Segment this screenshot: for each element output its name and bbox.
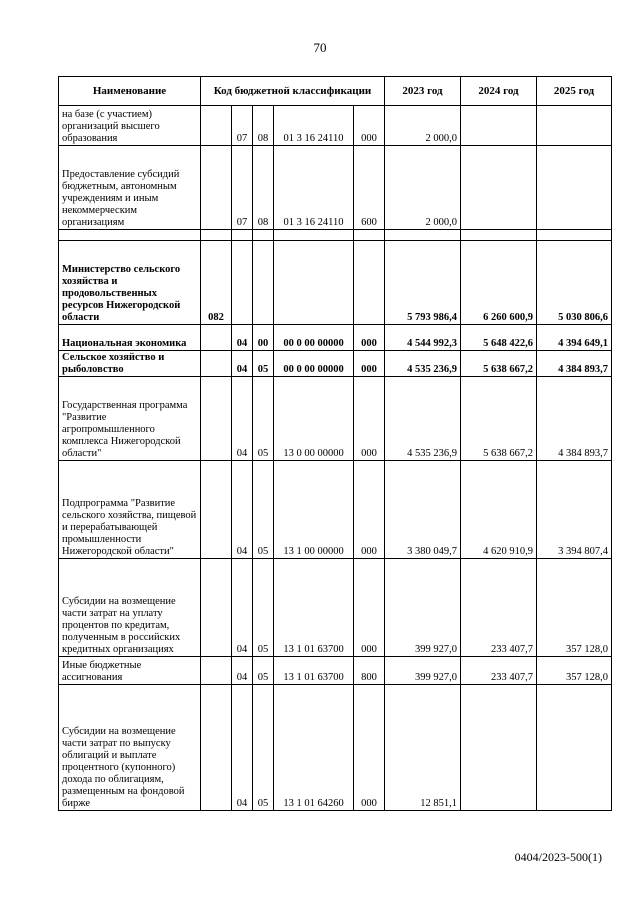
- row-rz: 04: [232, 377, 253, 461]
- row-2024: [461, 685, 537, 811]
- row-name: Сельское хозяйство и рыболовство: [59, 351, 201, 377]
- row-ved: [201, 685, 232, 811]
- row-vr: 000: [354, 106, 385, 146]
- table-row: [59, 559, 612, 657]
- row-rz: 04: [232, 559, 253, 657]
- table-row: [59, 106, 612, 146]
- row-csr: 13 1 01 64260: [274, 685, 354, 811]
- row-csr: 13 1 00 00000: [274, 461, 354, 559]
- row-ved: [201, 559, 232, 657]
- row-2023: 2 000,0: [385, 146, 461, 230]
- row-ved: [201, 657, 232, 685]
- row-rz: 04: [232, 325, 253, 351]
- row-2023: 399 927,0: [385, 559, 461, 657]
- row-name: Государственная программа "Развитие агропромышленного комплекса Нижегородской области": [59, 377, 201, 461]
- table-row: [59, 461, 612, 559]
- row-2025: 357 128,0: [537, 559, 612, 657]
- row-pr: 00: [253, 325, 274, 351]
- row-rz: 04: [232, 657, 253, 685]
- row-rz: 07: [232, 106, 253, 146]
- row-rz: 04: [232, 351, 253, 377]
- table-header-row: [59, 77, 612, 106]
- row-2024: [461, 106, 537, 146]
- row-rz: [232, 241, 253, 325]
- table-row: [59, 146, 612, 230]
- row-rz: 04: [232, 461, 253, 559]
- row-vr: 000: [354, 377, 385, 461]
- row-csr: 01 3 16 24110: [274, 106, 354, 146]
- row-2025: [537, 106, 612, 146]
- row-vr: [354, 241, 385, 325]
- table-row: [59, 325, 612, 351]
- header-2024: 2024 год: [461, 77, 537, 106]
- row-name: Национальная экономика: [59, 325, 201, 351]
- row-2023: 3 380 049,7: [385, 461, 461, 559]
- row-ved: 082: [201, 241, 232, 325]
- row-csr: [274, 241, 354, 325]
- row-vr: 000: [354, 559, 385, 657]
- row-pr: 05: [253, 351, 274, 377]
- row-2024: 6 260 600,9: [461, 241, 537, 325]
- header-code: Код бюджетной классификации: [201, 77, 385, 106]
- row-2025: 4 384 893,7: [537, 351, 612, 377]
- table-row: [59, 377, 612, 461]
- row-2024: 233 407,7: [461, 559, 537, 657]
- row-vr: 600: [354, 146, 385, 230]
- row-2025: [537, 685, 612, 811]
- row-ved: [201, 351, 232, 377]
- spacer-row: [59, 230, 612, 241]
- row-2025: 357 128,0: [537, 657, 612, 685]
- row-pr: 05: [253, 377, 274, 461]
- row-2023: 4 544 992,3: [385, 325, 461, 351]
- row-name: Субсидии на возмещение части затрат по выпуску облигаций и выплате процентного (купонного) дохода по облигациям, размещенным на фондовой бирже: [59, 685, 201, 811]
- row-2025: 4 384 893,7: [537, 377, 612, 461]
- row-vr: 000: [354, 351, 385, 377]
- row-2023: 4 535 236,9: [385, 351, 461, 377]
- row-name: Подпрограмма "Развитие сельского хозяйства, пищевой и перерабатывающей промышленности Нижегородской области": [59, 461, 201, 559]
- row-rz: 07: [232, 146, 253, 230]
- row-2023: 4 535 236,9: [385, 377, 461, 461]
- header-2025: 2025 год: [537, 77, 612, 106]
- row-ved: [201, 377, 232, 461]
- table-row: [59, 241, 612, 325]
- row-pr: 08: [253, 146, 274, 230]
- row-vr: 000: [354, 325, 385, 351]
- row-2025: 5 030 806,6: [537, 241, 612, 325]
- row-2023: 2 000,0: [385, 106, 461, 146]
- row-ved: [201, 106, 232, 146]
- page-number: 70: [313, 40, 327, 55]
- row-csr: 00 0 00 00000: [274, 351, 354, 377]
- row-csr: 00 0 00 00000: [274, 325, 354, 351]
- row-csr: 13 0 00 00000: [274, 377, 354, 461]
- row-ved: [201, 146, 232, 230]
- row-name: Иные бюджетные ассигнования: [59, 657, 201, 685]
- row-name: Предоставление субсидий бюджетным, автономным учреждениям и иным некоммерческим организациям: [59, 146, 201, 230]
- header-2023: 2023 год: [385, 77, 461, 106]
- row-2024: 233 407,7: [461, 657, 537, 685]
- budget-table: [58, 76, 612, 811]
- row-ved: [201, 325, 232, 351]
- row-pr: 05: [253, 657, 274, 685]
- row-csr: 01 3 16 24110: [274, 146, 354, 230]
- row-rz: 04: [232, 685, 253, 811]
- row-2023: 5 793 986,4: [385, 241, 461, 325]
- row-2024: 5 648 422,6: [461, 325, 537, 351]
- row-2024: 5 638 667,2: [461, 351, 537, 377]
- table-row: [59, 685, 612, 811]
- row-name: на базе (с участием) организаций высшего образования: [59, 106, 201, 146]
- row-2023: 12 851,1: [385, 685, 461, 811]
- row-name: Субсидии на возмещение части затрат на уплату процентов по кредитам, полученным в российских кредитных организациях: [59, 559, 201, 657]
- table-row: [59, 351, 612, 377]
- row-2024: 4 620 910,9: [461, 461, 537, 559]
- row-csr: 13 1 01 63700: [274, 559, 354, 657]
- row-2025: 4 394 649,1: [537, 325, 612, 351]
- row-2024: [461, 146, 537, 230]
- row-csr: 13 1 01 63700: [274, 657, 354, 685]
- row-pr: 08: [253, 106, 274, 146]
- row-2024: 5 638 667,2: [461, 377, 537, 461]
- row-pr: [253, 241, 274, 325]
- row-2023: 399 927,0: [385, 657, 461, 685]
- row-ved: [201, 461, 232, 559]
- row-2025: [537, 146, 612, 230]
- row-name: Министерство сельского хозяйства и продовольственных ресурсов Нижегородской области: [59, 241, 201, 325]
- row-pr: 05: [253, 559, 274, 657]
- row-pr: 05: [253, 461, 274, 559]
- row-pr: 05: [253, 685, 274, 811]
- row-vr: 000: [354, 461, 385, 559]
- row-vr: 000: [354, 685, 385, 811]
- table-row: [59, 657, 612, 685]
- row-2025: 3 394 807,4: [537, 461, 612, 559]
- document-code: 0404/2023-500(1): [514, 850, 602, 864]
- header-name: Наименование: [59, 77, 201, 106]
- row-vr: 800: [354, 657, 385, 685]
